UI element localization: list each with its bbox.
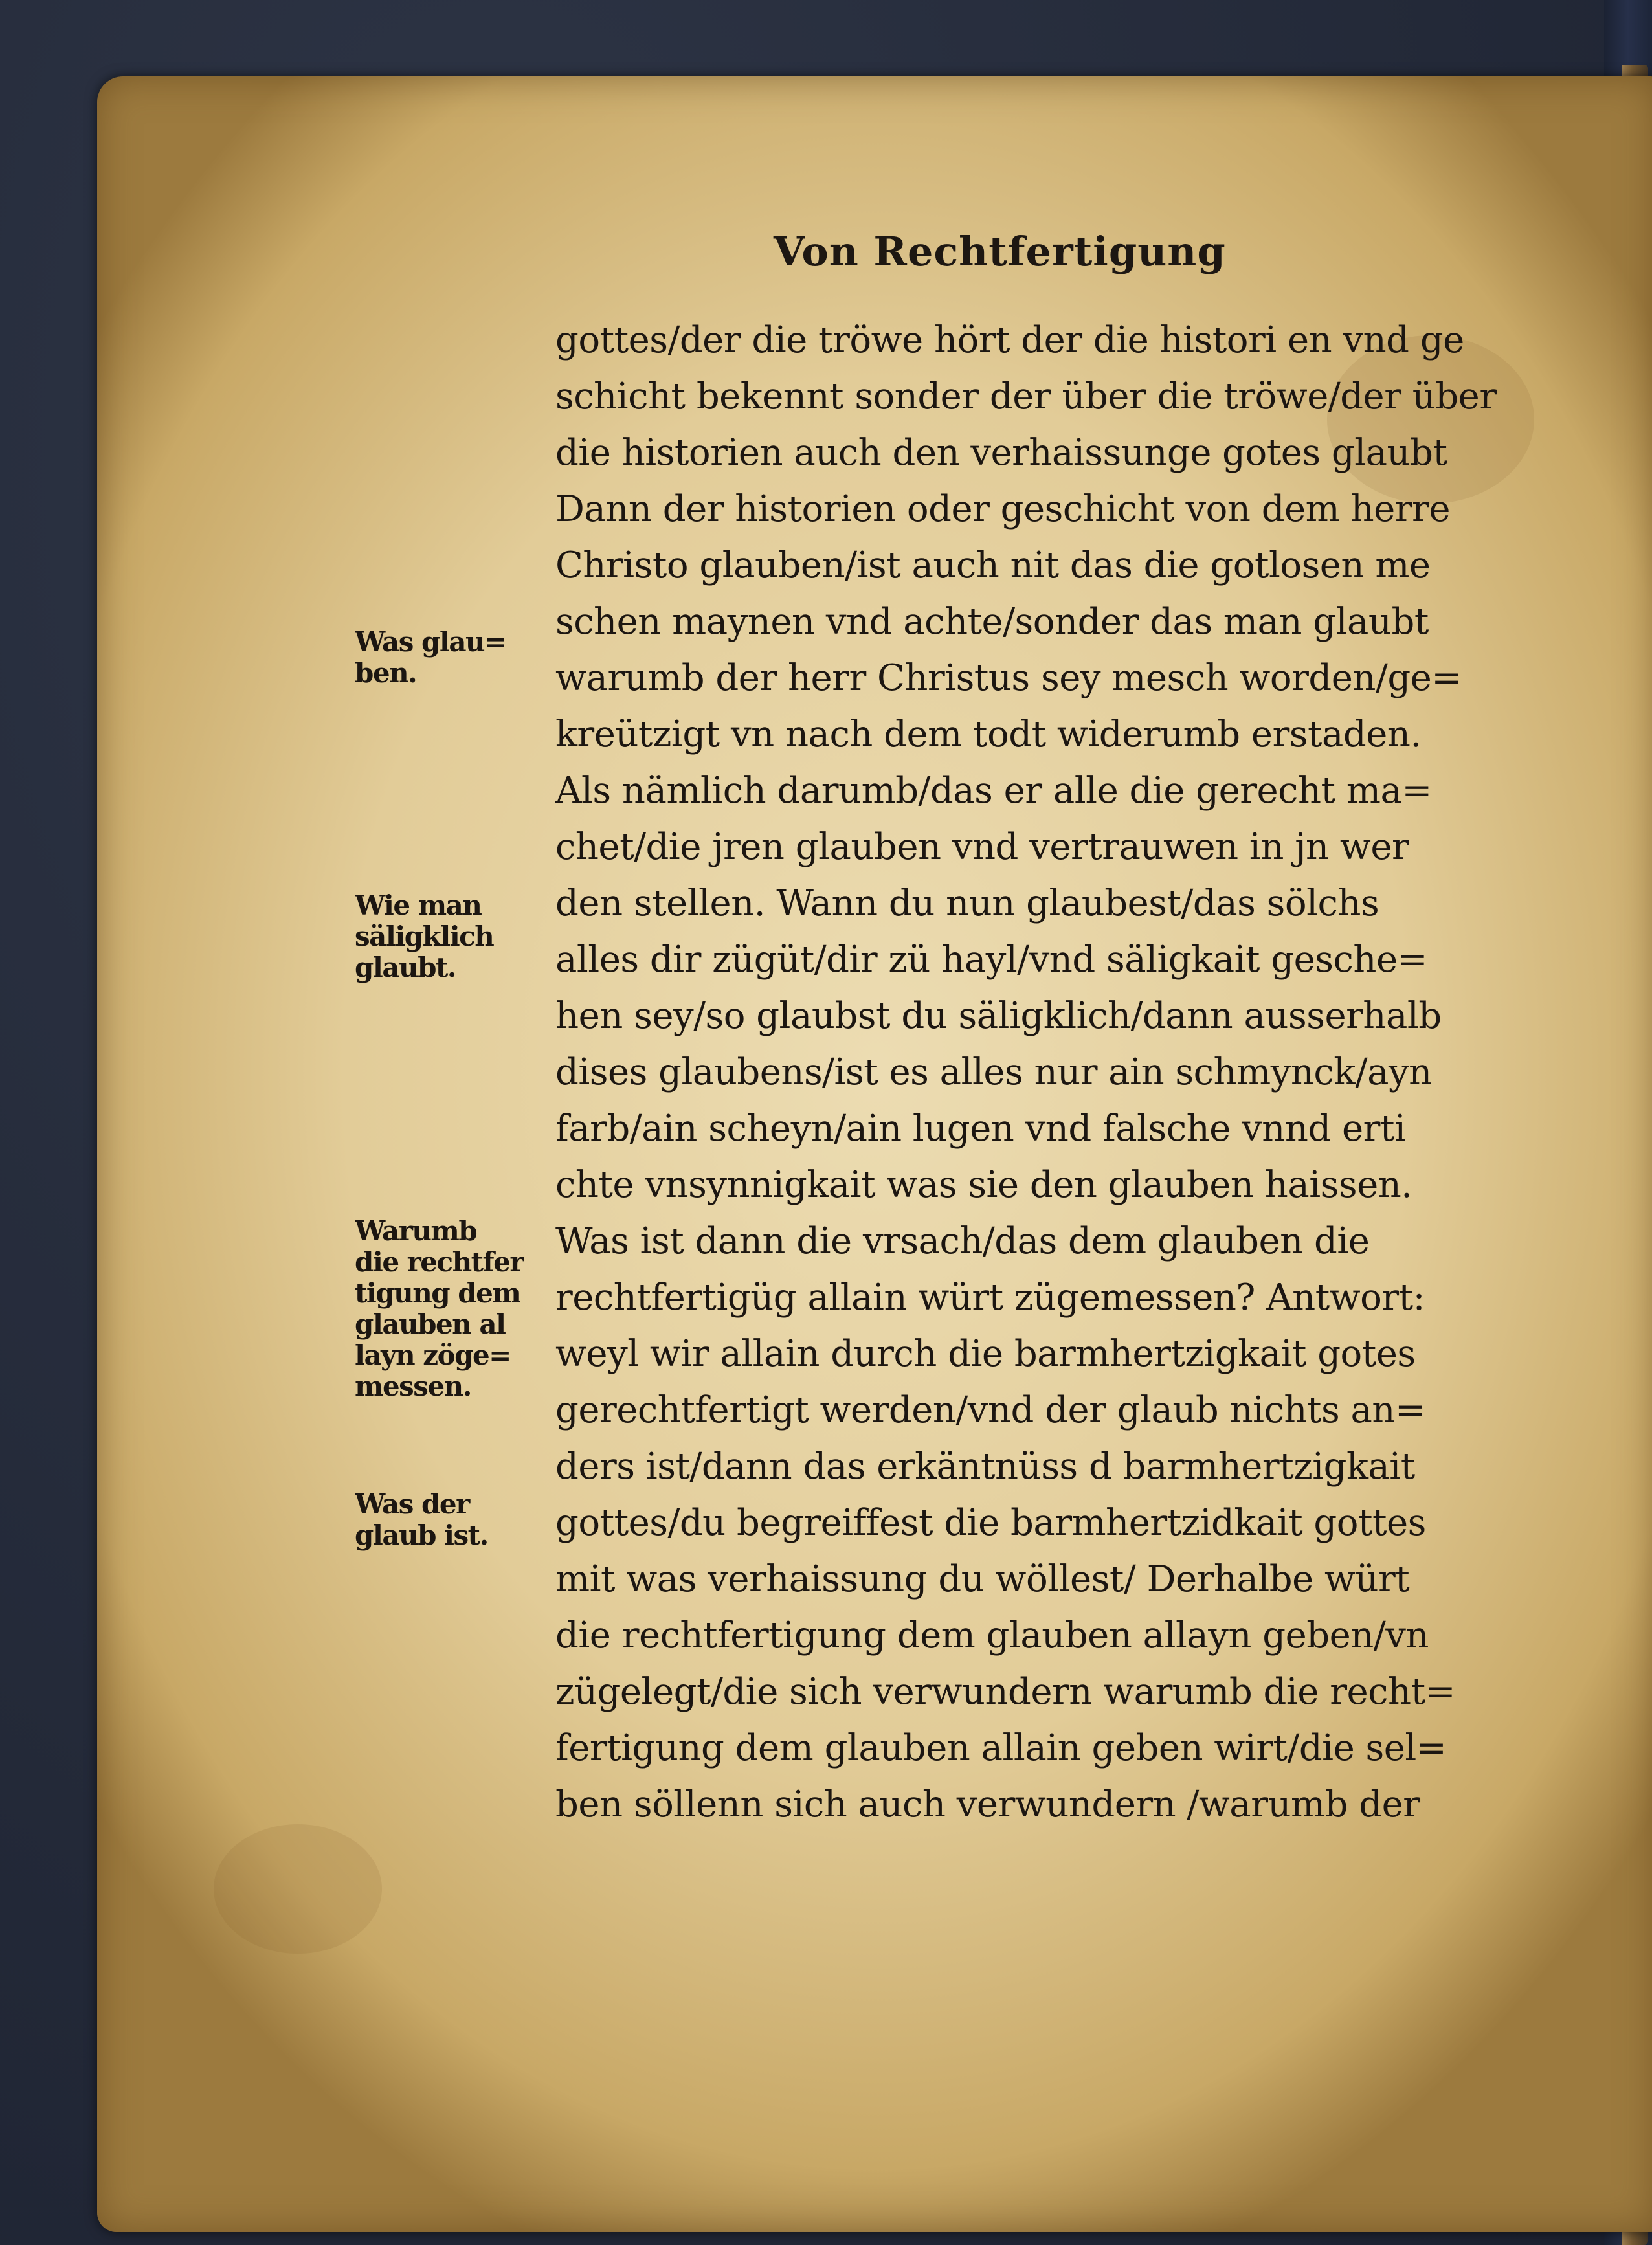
running-header: Von Rechtfertigung: [774, 228, 1226, 275]
text-line: Als nämlich darumb/das er alle die gerecht ma=: [555, 770, 1432, 812]
marginal-line: ben.: [355, 658, 417, 689]
text-line: mit was verhaissung du wöllest/ Derhalbe würt: [555, 1558, 1410, 1600]
text-line: fertigung dem glauben allain geben wirt/die sel=: [555, 1727, 1447, 1769]
text-line: hen sey/so glaubst du säligklich/dann ausserhalb: [555, 995, 1442, 1037]
marginal-line: messen.: [355, 1371, 471, 1402]
marginal-line: tigung dem: [355, 1278, 520, 1309]
text-line: dises glaubens/ist es alles nur ain schmynck/ayn: [555, 1051, 1432, 1093]
text-line: Was ist dann die vrsach/das dem glauben die: [555, 1220, 1370, 1262]
marginal-line: die rechtfer: [355, 1247, 523, 1278]
text-line: chet/die jren glauben vnd vertrauwen in jn wer: [555, 826, 1409, 868]
marginal-line: glaub ist.: [355, 1520, 488, 1551]
text-line: schicht bekennt sonder der über die tröwe/der über: [555, 375, 1497, 418]
marginal-note-was-glauben: [355, 627, 552, 689]
text-line: farb/ain scheyn/ain lugen vnd falsche vnnd erti: [555, 1108, 1406, 1150]
marginal-note-warumb: [355, 1216, 552, 1402]
text-line: zügelegt/die sich verwundern warumb die recht=: [555, 1671, 1456, 1713]
text-line: alles dir zügüt/dir zü hayl/vnd säligkait gesche=: [555, 939, 1428, 981]
text-line: die historien auch den verhaissunge gotes glaubt: [555, 432, 1447, 474]
text-line: schen maynen vnd achte/sonder das man glaubt: [555, 601, 1429, 643]
marginal-line: glaubt.: [355, 952, 456, 983]
marginal-line: säligklich: [355, 921, 494, 952]
text-line: ben söllenn sich auch verwundern /warumb der: [555, 1783, 1420, 1826]
main-text-block: [555, 312, 1565, 1833]
marginal-line: Was glau=: [355, 627, 506, 658]
text-line: chte vnsynnigkait was sie den glauben haissen.: [555, 1164, 1412, 1206]
text-line: die rechtfertigung dem glauben allayn geben/vn: [555, 1614, 1429, 1657]
text-line: warumb der herr Christus sey mesch worden/ge=: [555, 657, 1462, 699]
marginal-line: layn zöge=: [355, 1340, 511, 1371]
marginal-line: Wie man: [355, 890, 482, 921]
marginal-line: Was der: [355, 1489, 469, 1520]
text-line: gottes/du begreiffest die barmhertzidkait gottes: [555, 1502, 1426, 1544]
text-line: rechtfertigüg allain würt zügemessen? Antwort:: [555, 1277, 1425, 1319]
text-line: gottes/der die tröwe hört der die histori en vnd ge: [555, 319, 1464, 361]
text-line: Dann der historien oder geschicht von dem herre: [555, 488, 1450, 530]
marginal-note-wie-man: [355, 890, 552, 983]
text-line: den stellen. Wann du nun glaubest/das sölchs: [555, 882, 1379, 924]
text-line: Christo glauben/ist auch nit das die gotlosen me: [555, 544, 1431, 586]
text-line: ders ist/dann das erkäntnüss d barmhertzigkait: [555, 1446, 1415, 1488]
marginal-line: glauben al: [355, 1309, 506, 1340]
text-line: gerechtfertigt werden/vnd der glaub nichts an=: [555, 1389, 1425, 1431]
marginal-note-was-der-glaub: [355, 1489, 552, 1551]
marginal-line: Warumb: [355, 1216, 477, 1247]
text-line: kreützigt vn nach dem todt widerumb erstaden.: [555, 713, 1422, 755]
text-line: weyl wir allain durch die barmhertzigkait gotes: [555, 1333, 1416, 1375]
